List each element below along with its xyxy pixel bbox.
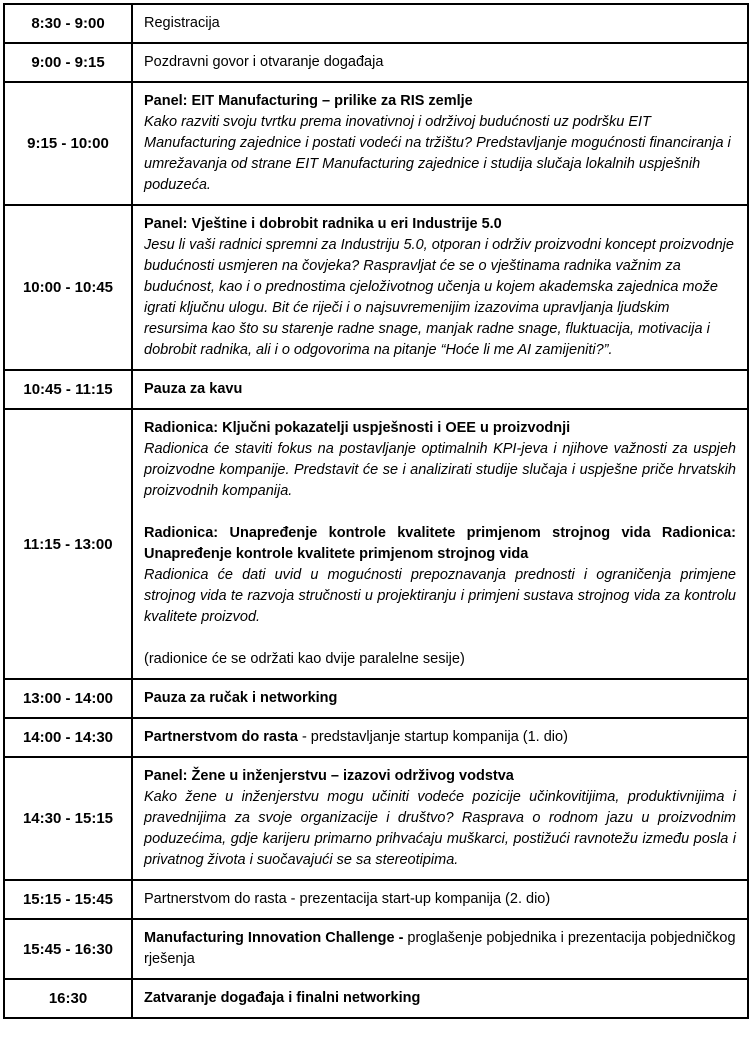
table-row [4,718,748,757]
paragraph [144,379,736,400]
paragraph [144,91,736,112]
time-cell: 9:00 - 9:15 [4,43,132,82]
paragraph [144,889,736,910]
paragraph [144,928,736,970]
paragraph [144,787,736,871]
text-segment: Registracija [144,15,220,31]
paragraph [144,418,736,439]
schedule-table [3,3,749,1019]
paragraph [144,565,736,628]
description-cell [132,4,748,43]
text-segment: Manufacturing Innovation Challenge - [144,930,408,946]
text-segment: Jesu li vaši radnici spremni za Industriju 5.0, otporan i održiv proizvodni koncept proizvodnje budućnosti usmjeren na čovjeka? Raspravljat će se o vještinama radnika važnim za budućnost, kao i o prednostima cjeloživotnog učenja u kojem akademska zajednica može igrati ključnu ulogu. Bit će riječi i o najsuvremenijim izazovima upravljanja ljudskim resursima kao što su starenje radne snage, manjak radne snage, fluktuacija, motivacija i dobrobit radnika, ali i o odgovorima na pitanje “Hoće li me AI zamijeniti?”. [144,237,734,358]
description-cell [132,757,748,880]
table-row [4,979,748,1018]
description-cell [132,979,748,1018]
table-row [4,919,748,979]
paragraph [144,52,736,73]
text-segment: - predstavljanje startup kompanija (1. dio) [297,729,568,745]
text-segment: Pauza za kavu [144,381,243,397]
paragraph [144,766,736,787]
description-cell [132,919,748,979]
paragraph [144,649,736,670]
schedule-body [4,4,748,1018]
description-cell [132,205,748,370]
description-cell [132,880,748,919]
time-cell: 14:30 - 15:15 [4,757,132,880]
text-segment: Radionica će staviti fokus na postavljanje optimalnih KPI-jeva i njihove važnosti za uspjeh proizvodne kompanije. Predstavit će se i analizirati studije slučaja i uspješne priče hrvatskih proizvodnih kompanija. [144,441,736,499]
paragraph [144,727,736,748]
description-cell [132,82,748,205]
text-segment: Radionica: Unapređenje kontrole kvalitete primjenom strojnog vida Radionica: Unapređenje kontrole kvalitete primjenom strojnog vida [144,525,736,562]
table-row [4,679,748,718]
time-cell: 14:00 - 14:30 [4,718,132,757]
text-segment: Zatvaranje događaja i finalni networking [144,990,421,1006]
time-cell: 8:30 - 9:00 [4,4,132,43]
text-segment: proglašenje pobjednika i prezentacija pobjedničkog rješenja [144,930,736,967]
time-cell: 10:00 - 10:45 [4,205,132,370]
description-cell [132,370,748,409]
table-row [4,370,748,409]
text-segment: Partnerstvom do rasta [144,729,298,745]
description-cell [132,679,748,718]
text-segment: Pozdravni govor i otvaranje događaja [144,54,384,70]
table-row [4,205,748,370]
time-cell: 11:15 - 13:00 [4,409,132,679]
text-segment: Pauza za ručak i networking [144,690,338,706]
description-cell [132,43,748,82]
paragraph-gap [144,502,736,523]
text-segment: Kako žene u inženjerstvu mogu učiniti vodeće pozicije učinkovitijima, produktivnijima i pravednijima za svoje organizacije i društvo? Rasprava o rodnom jazu u proizvodnim poduzećima, gdje karijeru primarno prihvaćaju muškarci, postižući ravnotežu između posla i privatnog života i suočavajući se sa stereotipima. [144,789,736,868]
text-segment: Panel: Vještine i dobrobit radnika u eri Industrije 5.0 [144,216,502,232]
paragraph [144,112,736,196]
paragraph [144,235,736,361]
table-row [4,757,748,880]
table-row [4,409,748,679]
time-cell: 15:45 - 16:30 [4,919,132,979]
paragraph [144,13,736,34]
table-row [4,4,748,43]
time-cell: 13:00 - 14:00 [4,679,132,718]
paragraph [144,439,736,502]
paragraph-gap [144,628,736,649]
paragraph [144,988,736,1009]
paragraph [144,688,736,709]
text-segment: Panel: Žene u inženjerstvu – izazovi održivog vodstva [144,768,514,784]
text-segment: Panel: EIT Manufacturing – prilike za RIS zemlje [144,93,473,109]
description-cell [132,718,748,757]
time-cell: 16:30 [4,979,132,1018]
time-cell: 10:45 - 11:15 [4,370,132,409]
text-segment: Radionica: Ključni pokazatelji uspješnosti i OEE u proizvodnji [144,420,571,436]
table-row [4,880,748,919]
text-segment: Partnerstvom do rasta - prezentacija start-up kompanija (2. dio) [144,891,551,907]
table-row [4,43,748,82]
time-cell: 9:15 - 10:00 [4,82,132,205]
paragraph [144,523,736,565]
paragraph [144,214,736,235]
table-row [4,82,748,205]
text-segment: Kako razviti svoju tvrtku prema inovativnoj i održivoj budućnosti uz podršku EIT Manufacturing zajednice i postati vodeći na tržištu? Predstavljanje mogućnosti financiranja i umrežavanja od strane EIT Manufacturing zajednice i studija slučaja lokalnih uspješnih poduzeća. [144,114,731,193]
time-cell: 15:15 - 15:45 [4,880,132,919]
text-segment: Radionica će dati uvid u mogućnosti prepoznavanja prednosti i ograničenja primjene strojnog vida te razvoja stručnosti u projektiranju i primjeni sustava strojnog vida za kontrolu kvalitete proizvod. [144,567,736,625]
description-cell [132,409,748,679]
text-segment: (radionice će se održati kao dvije paralelne sesije) [144,651,465,667]
